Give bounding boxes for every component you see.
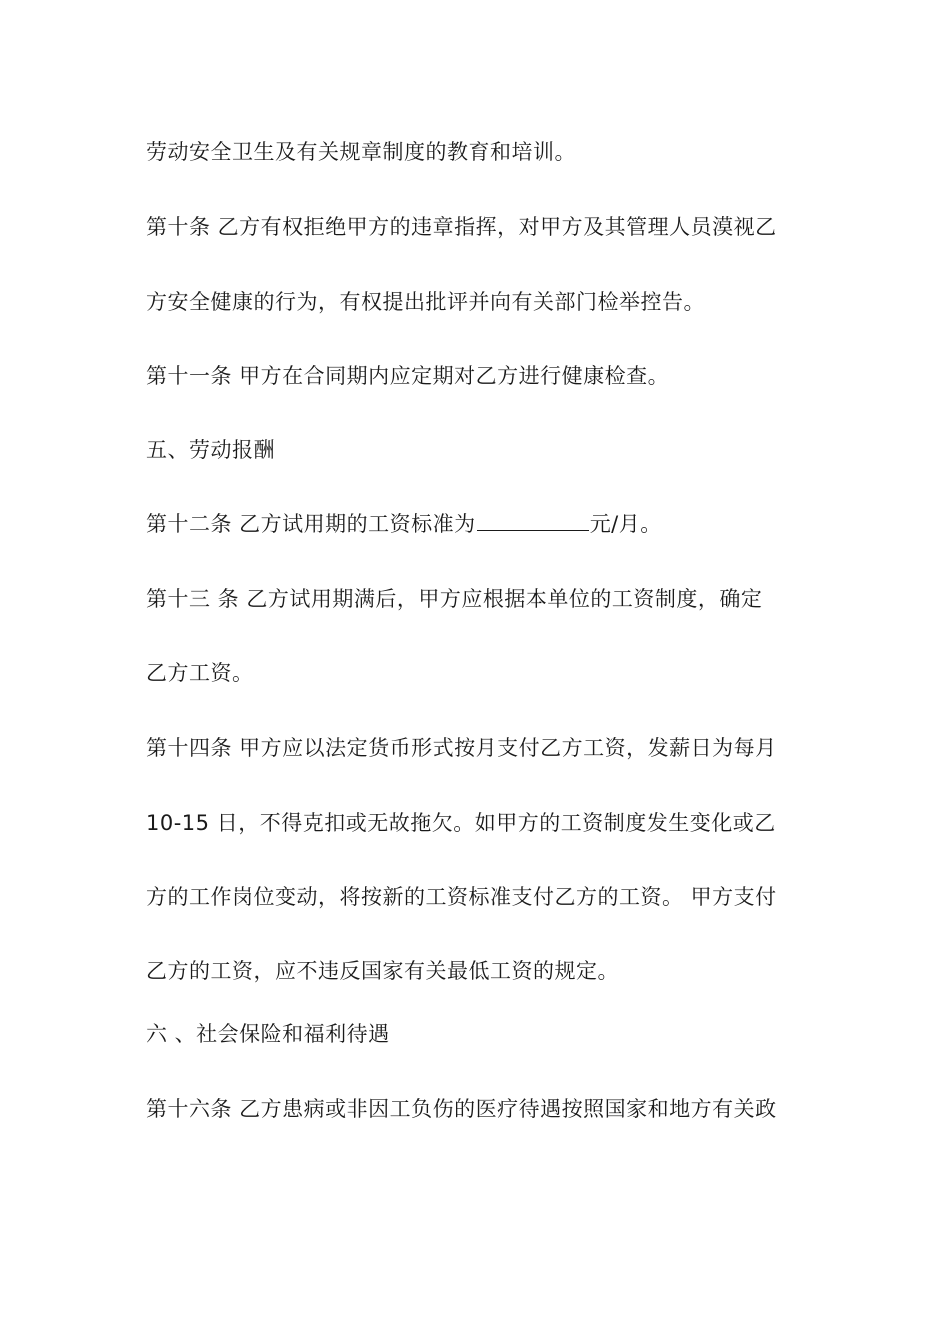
text-line-2: 第十条 乙方有权拒绝甲方的违章指挥，对甲方及其管理人员漠视乙 <box>146 215 777 239</box>
section-heading-5: 五、劳动报酬 <box>146 438 275 462</box>
text-line-12: 乙方的工资，应不违反国家有关最低工资的规定。 <box>146 959 619 983</box>
section-heading-6: 六 、社会保险和福利待遇 <box>146 1022 390 1046</box>
text-line-10: 10-15 日，不得克扣或无故拖欠。如甲方的工资制度发生变化或乙 <box>146 811 776 835</box>
text-line-9: 第十四条 甲方应以法定货币形式按月支付乙方工资，发薪日为每月 <box>146 736 777 760</box>
article-12-prefix: 第十二条 乙方试用期的工资标准为 <box>146 512 476 536</box>
salary-blank <box>477 510 589 531</box>
text-line-4: 第十一条 甲方在合同期内应定期对乙方进行健康检查。 <box>146 364 670 388</box>
text-line-11: 方的工作岗位变动，将按新的工资标准支付乙方的工资。 甲方支付 <box>146 885 777 909</box>
text-line-3: 方安全健康的行为，有权提出批评并向有关部门检举控告。 <box>146 290 705 314</box>
text-line-14: 第十六条 乙方患病或非因工负伤的医疗待遇按照国家和地方有关政 <box>146 1097 777 1121</box>
article-12-suffix: 元/月。 <box>589 512 662 536</box>
text-line-8: 乙方工资。 <box>146 661 254 685</box>
text-line-1: 劳动安全卫生及有关规章制度的教育和培训。 <box>146 140 576 164</box>
text-line-7: 第十三 条 乙方试用期满后，甲方应根据本单位的工资制度，确定 <box>146 587 763 611</box>
text-line-article-12 <box>146 510 662 537</box>
